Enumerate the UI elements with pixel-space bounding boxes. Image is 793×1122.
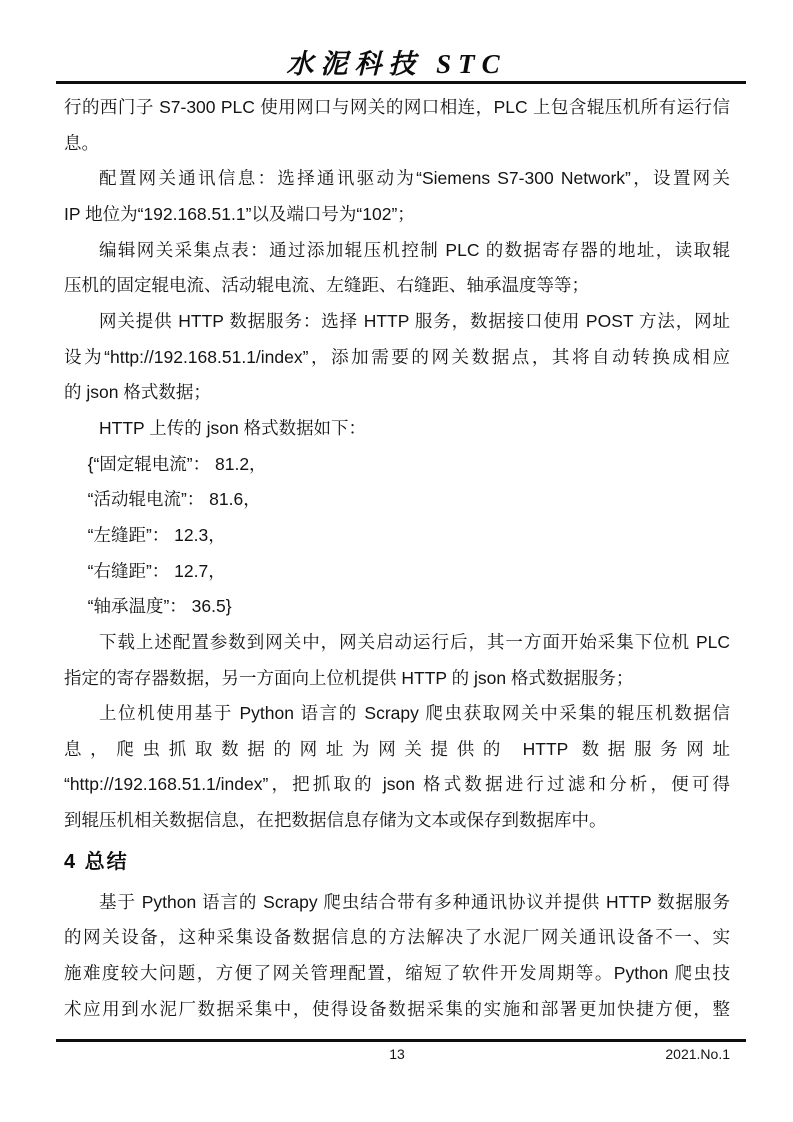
body-line: 压机的固定辊电流、活动辊电流、左缝距、右缝距、轴承温度等等； [64,275,589,296]
section-heading: 4 总结 [64,850,129,873]
body-line: 的 json 格式数据； [64,382,211,403]
json-line: “左缝距”： 12.3， [87,524,226,545]
body-line: “http://192.168.51.1/index”，把抓取的 json 格式数据进行过滤和分析，便可得 [64,774,730,795]
body-line: 网关提供 HTTP 数据服务：选择 HTTP 服务，数据接口使用 POST 方法，网址 [99,310,730,331]
body-line: 下载上述配置参数到网关中，网关启动运行后，其一方面开始采集下位机 PLC [99,631,730,652]
json-line: “右缝距”： 12.7， [87,560,226,581]
issue-number: 2021.No.1 [665,1046,730,1062]
footer [64,1046,730,1066]
body-line: 编辑网关采集点表：通过添加辊压机控制 PLC 的数据寄存器的地址，读取辊 [99,239,730,260]
body-line: 行的西门子 S7-300 PLC 使用网口与网关的网口相连，PLC 上包含辊压机所有运行信 [64,97,730,117]
body-line: 到辊压机相关数据信息，在把数据信息存储为文本或保存到数据库中。 [64,810,607,831]
header-rule [56,81,746,84]
body-line: 息。 [64,132,99,153]
body-line: 指定的寄存器数据，另一方面向上位机提供 HTTP 的 json 格式数据服务； [64,667,634,688]
journal-title: 水泥科技 STC [286,49,507,79]
body-line: 设为“http://192.168.51.1/index”，添加需要的网关数据点，其将自动转换成相应 [64,346,730,367]
body-line: 的网关设备，这种采集设备数据信息的方法解决了水泥厂网关通讯设备不一、实 [64,927,730,948]
body-line: 配置网关通讯信息：选择通讯驱动为“Siemens S7-300 Network”，设置网关 [99,168,730,189]
body-line: 施难度较大问题，方便了网关管理配置，缩短了软件开发周期等。Python 爬虫技 [64,963,730,984]
body-line: HTTP 上传的 json 格式数据如下： [99,417,367,438]
json-line: “活动辊电流”： 81.6， [87,489,261,510]
body-text [64,90,730,1027]
body-line: 术应用到水泥厂数据采集中，使得设备数据采集的实施和部署更加快捷方便，整 [64,998,730,1019]
body-line: 基于 Python 语言的 Scrapy 爬虫结合带有多种通讯协议并提供 HTTP 数据服务 [99,891,730,912]
body-line: 上位机使用基于 Python 语言的 Scrapy 爬虫获取网关中采集的辊压机数据信 [99,703,730,724]
footer-rule [56,1039,746,1042]
json-line: “轴承温度”： 36.5} [87,596,232,617]
body-line: 息，爬虫抓取数据的网址为网关提供的 HTTP 数据服务网址 [64,738,730,759]
json-line: {“固定辊电流”： 81.2， [87,453,267,474]
page-number: 13 [389,1046,405,1062]
body-line: IP 地位为“192.168.51.1”以及端口号为“102”； [64,203,415,224]
